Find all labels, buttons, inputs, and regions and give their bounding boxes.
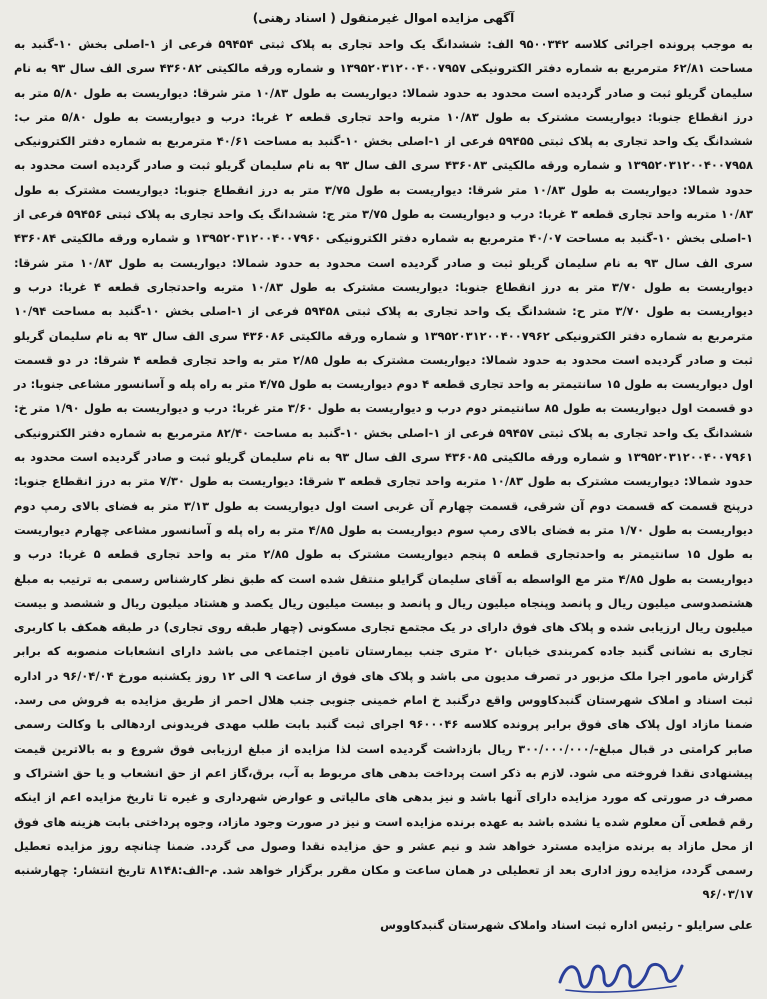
handwritten-signature (556, 952, 686, 996)
notice-paragraph: به موجب پرونده اجرائی کلاسه ۹۵۰۰۳۴۲ الف: ششدانگ یک واحد تجاری به پلاک ثبتی ۵۹۴۵۴ فرعی از ۱-اصلی بخش ۱۰-گنبد به مساحت ۶۲/۸۱ مترمربع به شماره دفتر الکترونیکی ۱۳۹۵۲۰۳۱۲۰۰۴۰۰۷۹۵۷ و شماره ورقه مالکیتی ۴۳۶۰۸۲ سری الف سال ۹۳ به نام سلیمان گریلو ثبت و صادر گردیده است محدود به حدود شمالا: دیواریست به طول ۱۰/۸۳ متر شرقا: دیواریست به طول ۵/۸۰ متر به درز انقطاع جنوبا: دیواریست مشترک به طول ۱۰/۸۳ متربه واحد تجاری قطعه ۲ غربا: درب و دیواریست به طول ۵/۸۰ متر ب: ششدانگ یک واحد تجاری به پلاک ثبتی ۵۹۴۵۵ فرعی از ۱-اصلی بخش ۱۰-گنبد به مساحت ۴۰/۶۱ مترمربع به شماره دفتر الکترونیکی ۱۳۹۵۲۰۳۱۲۰۰۴۰۰۷۹۵۸ و شماره ورقه مالکیتی ۴۳۶۰۸۳ سری الف سال ۹۳ به نام سلیمان گریلو ثبت و صادر گردیده است محدود به حدود شمالا: دیواریست به طول ۱۰/۸۳ متر شرقا: دیواریست به طول ۳/۷۵ متر به درز انقطاع جنوبا: دیواریست مشترک به طول ۱۰/۸۳ متربه واحد تجاری قطعه ۳ غربا: درب و دیواریست به طول ۳/۷۵ متر ج: ششدانگ یک واحد تجاری به پلاک ثبتی ۵۹۴۵۶ فرعی از ۱-اصلی بخش ۱۰-گنبد به مساحت ۴۰/۰۷ مترمربع به شماره دفتر الکترونیکی ۱۳۹۵۲۰۳۱۲۰۰۴۰۰۷۹۶۰ و شماره ورقه مالکیتی ۴۳۶۰۸۴ سری الف سال ۹۳ به نام سلیمان گریلو ثبت و صادر گردیده است محدود به حدود شمالا: دیواریست به طول ۱۰/۸۳ متر شرقا: دیواریست به طول ۳/۷۰ متر به درز انقطاع جنوبا: دیواریست مشترک به طول ۱۰/۸۳ متربه واحدتجاری قطعه ۴ غربا: درب و دیواریست به طول ۳/۷۰ متر ح: ششدانگ یک واحد تجاری به پلاک ثبتی ۵۹۴۵۸ فرعی از ۱-اصلی بخش ۱۰-گنبد به مساحت ۱۰/۹۴ مترمربع به شماره دفتر الکترونیکی ۱۳۹۵۲۰۳۱۲۰۰۴۰۰۷۹۶۲ و شماره ورقه مالکیتی ۴۳۶۰۸۶ سری الف سال ۹۳ به نام سلیمان گریلو ثبت و صادر گردیده است محدود به حدود شمالا: دیواریست مشترک به طول ۲/۸۵ متر به واحد تجاری قطعه ۴ شرقا: در دو قسمت اول دیواریست به طول ۱۵ سانتیمتر به واحد تجاری قطعه ۴ دوم دیواریست به طول ۴/۷۵ متر به راه پله و آسانسور مشاعی جنوبا: در دو قسمت اول دیواریست به طول ۸۵ سانتیمتر دوم درب و دیواریست به طول ۳/۶۰ متر غربا: درب و دیواریست به طول ۱/۹۰ متر خ: ششدانگ یک واحد تجاری به پلاک ثبتی ۵۹۴۵۷ فرعی از ۱-اصلی بخش ۱۰-گنبد به مساحت ۸۲/۴۰ مترمربع به شماره دفتر الکترونیکی ۱۳۹۵۲۰۳۱۲۰۰۴۰۰۷۹۶۱ و شماره ورقه مالکیتی ۴۳۶۰۸۵ سری الف سال ۹۳ به نام سلیمان گریلو ثبت و صادر گردیده است محدود به حدود شمالا: دیواریست مشترک به طول ۱۰/۸۳ متربه واحد تجاری قطعه ۳ شرقا: دیواریست به طول ۷/۳۰ متر به درز انقطاع جنوبا: درپنج قسمت که قسمت دوم آن شرقی، قسمت چهارم آن غربی است اول دیواریست به طول ۳/۱۳ متر به فضای بالای رمپ دوم دیواریست به طول ۱/۷۰ متر به فضای بالای رمپ سوم دیواریست به طول ۴/۸۵ متر به راه پله و آسانسور مشاعی چهارم دیواریست به طول ۱۵ سانتیمتر به واحدتجاری قطعه ۵ پنجم دیواریست مشترک به طول ۲/۸۵ متر به واحد تجاری قطعه ۵ غربا: درب و دیواریست به طول ۴/۸۵ متر مع الواسطه به آقای سلیمان گرایلو منتقل شده است که طبق نظر کارشناس رسمی به ترتیب به مبلغ هشتصدوسی میلیون ریال و پانصد وپنجاه میلیون ریال و پانصد و بیست میلیون ریال یکصد و هشتاد میلیون ریال و ششصد و بیست میلیون ریال ارزیابی شده و پلاک های فوق دارای در یک مجتمع تجاری مسکونی (چهار طبقه روی تجاری) در طبقه همکف با کاربری تجاری به نشانی گنبد جاده کمربندی خیابان ۲۰ متری جنب بیمارستان تامین اجتماعی می باشد دارای انشعابات منصوبه که برابر گزارش مامور اجرا ملک مزبور در تصرف مدیون می باشد و پلاک های فوق از ساعت ۹ الی ۱۲ روز یکشنبه مورخ ۹۶/۰۴/۰۴ در اداره ثبت اسناد و املاک شهرستان گنبدکاووس واقع درگنبد خ امام خمینی جنوبی جنب هلال احمر از طریق مزایده به فروش می رسد. ضمنا مازاد اول پلاک های فوق برابر پرونده کلاسه ۹۶۰۰۰۴۶ اجرای ثبت گنبد بابت طلب مهدی فریدونی اردهالی با وکالت رسمی صابر کرامتی در قبال مبلغ-/۳۰۰/۰۰۰/۰۰۰ ریال بازداشت گردیده است لذا مزایده از مبلغ ارزیابی فوق شروع و به بالاترین قیمت پیشنهادی نقدا فروخته می شود. لازم به ذکر است پرداخت بدهی های مربوط به آب، برق،گاز اعم از حق انشعاب و یا حق اشتراک و مصرف در صورتی که مورد مزایده دارای آنها باشد و نیز بدهی های مالیاتی و عوارض شهرداری و غیره تا تاریخ مزایده اعم از اینکه رقم قطعی آن معلوم شده یا نشده باشد به عهده برنده مزایده است و نیز در صورت وجود مازاد، وجوه پرداختی بابت هزینه های فوق از محل مازاد به برنده مزایده مسترد خواهد شد و نیم عشر و حق مزایده نقدا وصول می گردد. ضمنا چنانچه روز مزایده تعطیل رسمی گردد، مزایده روز اداری بعد از تعطیلی در همان ساعت و مکان مقرر برگزار خواهد شد. م-الف:۸۱۴۸ تاریخ انتشار: چهارشنبه ۹۶/۰۳/۱۷ (14, 37, 754, 902)
notice-title: آگهی مزایده اموال غیرمنقول ( اسناد رهنی) (252, 11, 515, 25)
signature-line: علی سرایلو - رئیس اداره ثبت اسناد واملاک شهرستان گنبدکاووس (380, 917, 753, 932)
notice-body (14, 32, 753, 907)
